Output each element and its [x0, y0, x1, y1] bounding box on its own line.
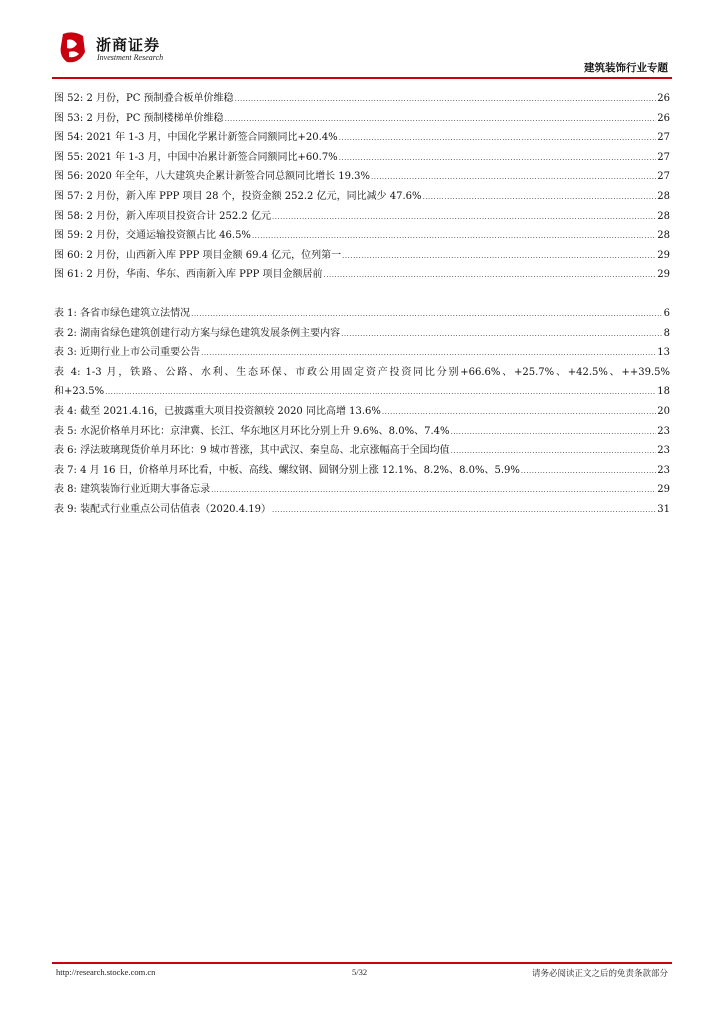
toc-entry-figure[interactable]: 图 60: 2 月份，山西新入库 PPP 项目金额 69.4 亿元，位列第一 ..... 29 — [54, 246, 670, 266]
toc-entry-table-wrapped[interactable] — [54, 363, 670, 402]
toc-entry-table[interactable]: 表 8: 建筑装饰行业近期大事备忘录 ..... 29 — [54, 480, 670, 500]
footer-disclaimer: 请务必阅读正文之后的免责条款部分 — [531, 969, 668, 979]
report-title: 建筑装饰行业专题 — [584, 62, 668, 74]
page-number: 5/32 — [352, 967, 368, 977]
toc-entry-figure[interactable]: 图 55: 2021 年 1-3 月，中国中冶累计新签合同额同比+60.7% ..... 27 — [54, 148, 670, 168]
toc-entry-figure[interactable]: 图 57: 2 月份，新入库 PPP 项目 28 个，投资金额 252.2 亿元，同比减少 47.6% ..... 28 — [54, 187, 670, 207]
footer-url[interactable]: http://research.stocke.com.cn — [56, 967, 156, 977]
toc-entry-figure[interactable]: 图 58: 2 月份，新入库项目投资合计 252.2 亿元 ..... 28 — [54, 207, 670, 227]
brand-name: 浙商证券 — [96, 36, 161, 54]
toc-entry-table[interactable]: 表 1: 各省市绿色建筑立法情况 ..... 6 — [54, 304, 670, 324]
toc-entry-table[interactable]: 表 5: 水泥价格单月环比：京津冀、长江、华东地区月环比分别上升 9.6%、8.0%、7.4% ..... 23 — [54, 422, 670, 442]
table-list — [54, 304, 670, 520]
company-logo-icon — [55, 30, 91, 66]
page-header — [0, 0, 724, 80]
toc-entry-figure[interactable]: 图 53: 2 月份，PC 预制楼梯单价维稳 ..... 26 — [54, 109, 670, 129]
toc-entry-table[interactable]: 表 9: 装配式行业重点公司估值表（2020.4.19） ..... 31 — [54, 500, 670, 520]
toc-entry-table[interactable]: 表 7: 4 月 16 日，价格单月环比看，中板、高线、螺纹钢、圆钢分别上涨 12.1%、8.2%、8.0%、5.9% ..... 23 — [54, 461, 670, 481]
figure-list — [54, 89, 670, 285]
toc-entry-line: 和+23.5% ..... 18 — [54, 382, 670, 402]
footer-divider — [52, 962, 672, 964]
brand-subtitle: Investment Research — [97, 53, 164, 62]
toc-entry-figure[interactable]: 图 52: 2 月份，PC 预制叠合板单价维稳 ..... 26 — [54, 89, 670, 109]
toc-entry-table[interactable]: 表 3: 近期行业上市公司重要公告 ..... 13 — [54, 343, 670, 363]
toc-entry-figure[interactable]: 图 61: 2 月份，华南、华东、西南新入库 PPP 项目金额居前 ..... 29 — [54, 265, 670, 285]
toc-entry-figure[interactable]: 图 59: 2 月份，交通运输投资额占比 46.5% ..... 28 — [54, 226, 670, 246]
toc-entry-table[interactable]: 表 2: 湖南省绿色建筑创建行动方案与绿色建筑发展条例主要内容 ..... 8 — [54, 324, 670, 344]
toc-entry-figure[interactable]: 图 56: 2020 年全年，八大建筑央企累计新签合同总额同比增长 19.3% ..... 27 — [54, 167, 670, 187]
toc-entry-line: 表 4: 1-3 月，铁路、公路、水利、生态环保、市政公用固定资产投资同比分别+66.6%、+25.7%、+42.5%、++39.5% — [54, 366, 670, 378]
header-divider — [52, 77, 672, 79]
toc-entry-figure[interactable]: 图 54: 2021 年 1-3 月，中国化学累计新签合同额同比+20.4% ..... 27 — [54, 128, 670, 148]
toc-entry-table[interactable]: 表 6: 浮法玻璃现货价单月环比：9 城市普涨，其中武汉、秦皇岛、北京涨幅高于全国均值 ..... 23 — [54, 441, 670, 461]
toc-entry-table[interactable]: 表 4: 截至 2021.4.16，已披露重大项目投资额较 2020 同比高增 13.6% ..... 20 — [54, 402, 670, 422]
